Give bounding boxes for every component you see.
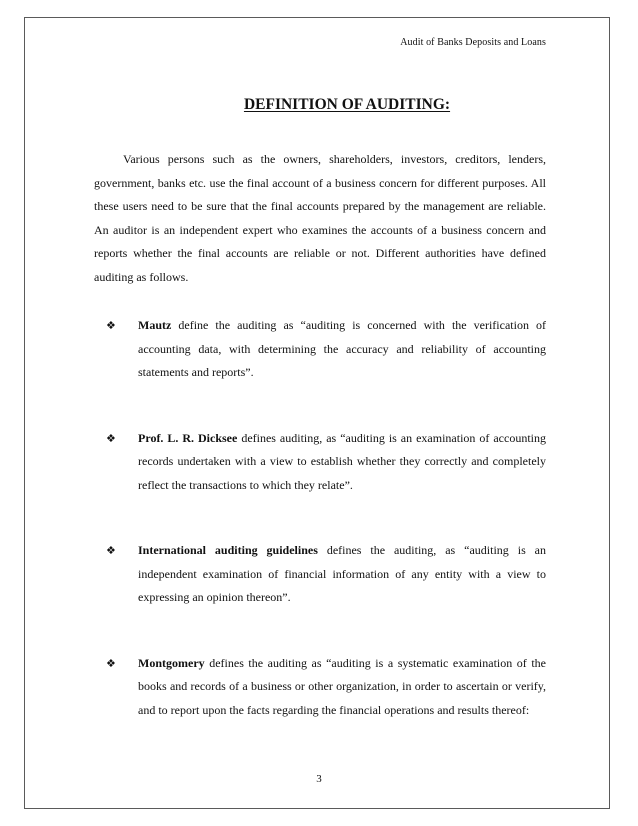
page-number: 3	[316, 773, 322, 785]
diamond-bullet-icon: ❖	[106, 319, 116, 332]
running-header: Audit of Banks Deposits and Loans	[400, 37, 546, 48]
definition-text: defines auditing, as “auditing is an examination of accounting records undertaken with a view to establish whether they correctly and completely reflect the transactions to which they relate”.	[138, 430, 546, 492]
diamond-bullet-icon: ❖	[106, 431, 116, 445]
definition-item-dicksee	[94, 427, 546, 498]
definition-author: Mautz	[138, 318, 172, 332]
definition-text: define the auditing as “auditing is concerned with the verification of accounting data, with determining the accuracy and reliability of accounting statements and reports”.	[138, 318, 546, 379]
page-title: DEFINITION OF AUDITING:	[243, 96, 451, 113]
diamond-bullet-icon: ❖	[106, 656, 116, 670]
definition-author: Prof. L. R. Dicksee	[138, 430, 238, 445]
definition-item-montgomery	[94, 652, 546, 723]
intro-paragraph: Various persons such as the owners, shareholders, investors, creditors, lenders, government, banks etc. use the final account of a business concern for different purposes. All these users need to be sure that the final accounts prepared by the management are reliable. An auditor is an independent expert who examines the accounts of a business concern and reports whether the final accounts are reliable or not. Different authorities have defined auditing as follows.	[94, 152, 546, 284]
definition-author: Montgomery	[138, 655, 205, 670]
definition-text: defines the auditing as “auditing is a systematic examination of the books and records of a business or other organization, in order to ascertain or verify, and to report upon the facts regarding the financial operations and results thereof:	[138, 655, 546, 717]
diamond-bullet-icon: ❖	[106, 544, 116, 557]
definitions-list	[94, 314, 546, 722]
definition-item-international-guidelines	[94, 539, 546, 610]
definition-item-mautz	[94, 314, 546, 385]
definition-author: International auditing guidelines	[138, 543, 318, 557]
definition-text: defines the auditing, as “auditing is an independent examination of financial information of any entity with a view to expressing an opinion thereon”.	[138, 543, 546, 604]
